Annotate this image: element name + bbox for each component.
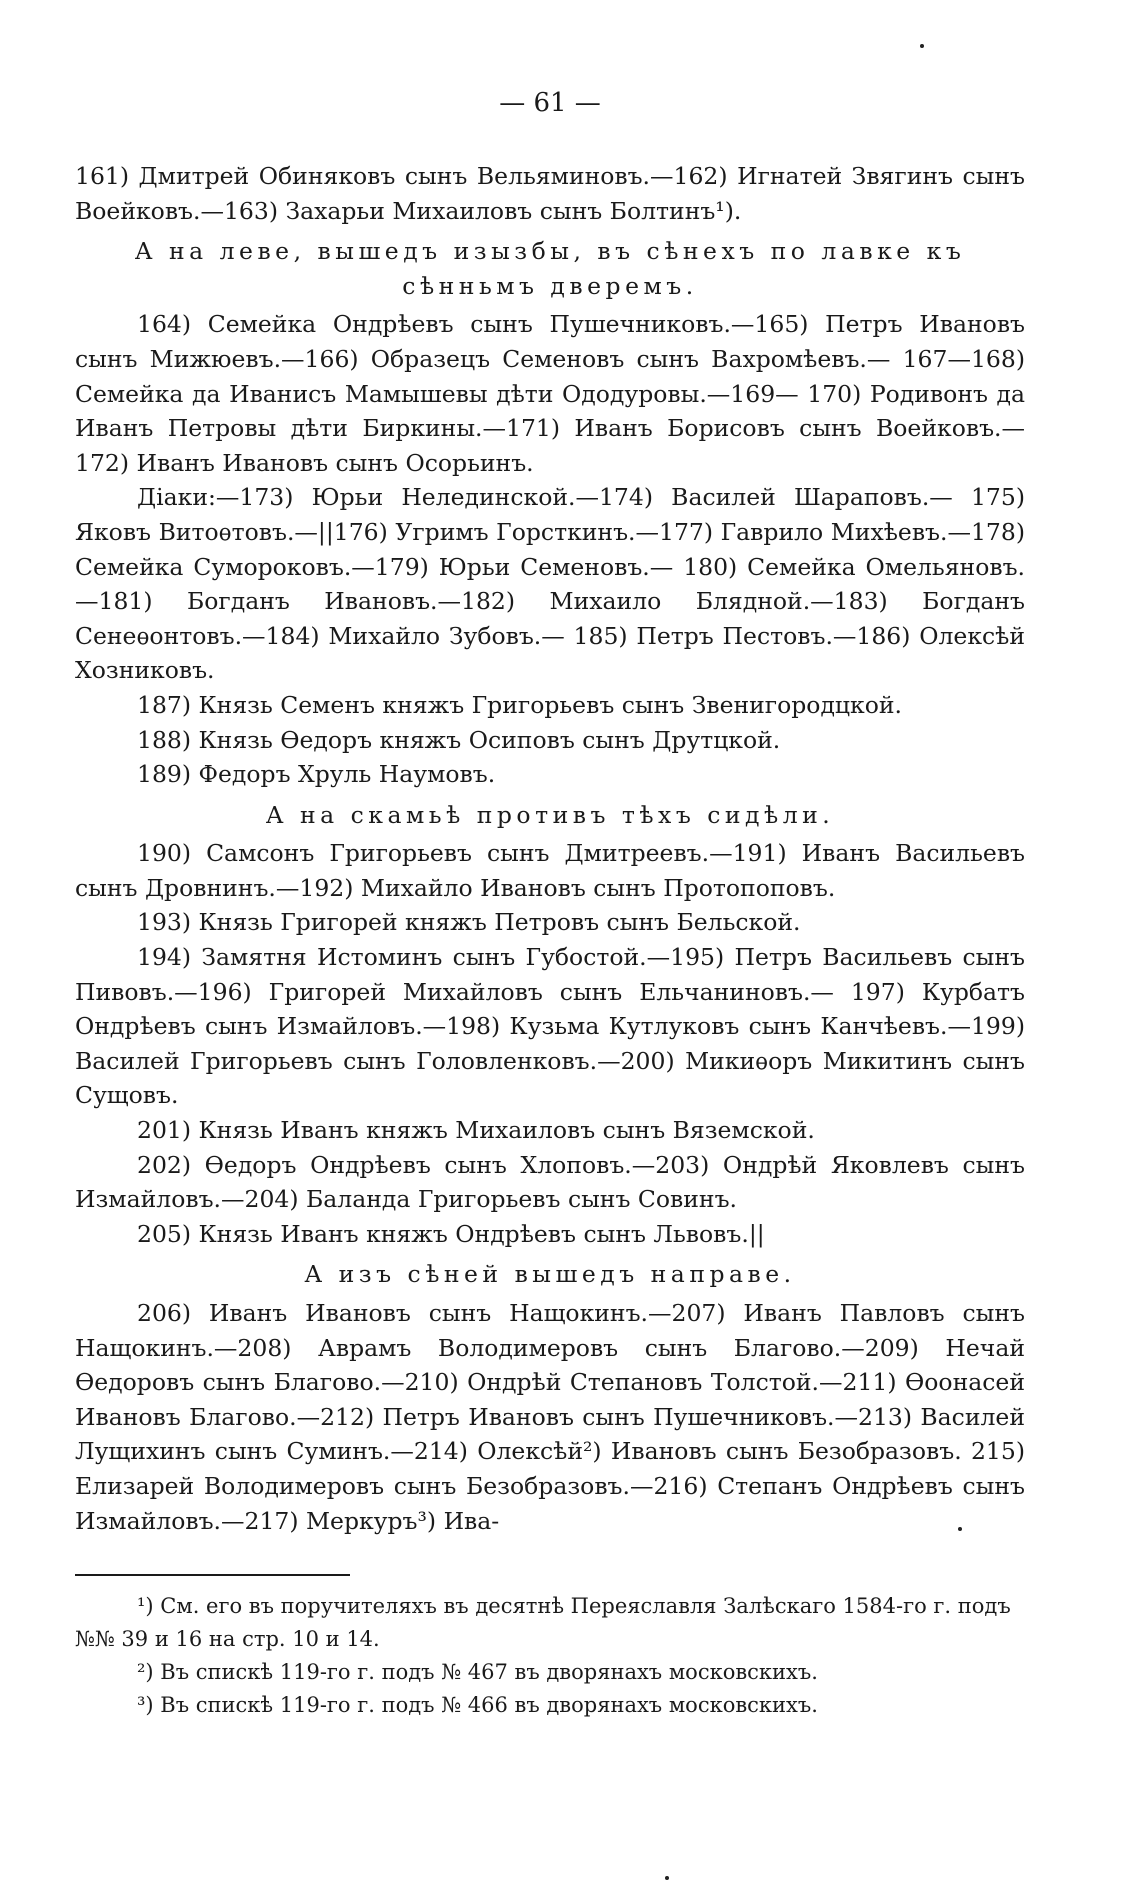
scan-speck	[665, 1876, 669, 1880]
section-heading: А изъ сѣней вышедъ направе.	[304, 1260, 796, 1289]
section-2	[75, 234, 1025, 792]
paragraph: 190) Самсонъ Григорьевъ сынъ Дмитреевъ.—191) Иванъ Васильевъ сынъ Дровнинъ.—192) Михайло Ивановъ сынъ Протопоповъ.	[75, 839, 1025, 902]
scan-speck	[958, 1527, 962, 1531]
paragraph: 201) Князь Иванъ княжъ Михаиловъ сынъ Вяземской.	[137, 1116, 815, 1145]
page-number: — 61 —	[499, 88, 601, 118]
paragraph: 189) Федоръ Хруль Наумовъ.	[137, 760, 496, 789]
paragraph: 205) Князь Иванъ княжъ Ондрѣевъ сынъ Львовъ.||	[137, 1219, 765, 1248]
section-heading: А на скамьѣ противъ тѣхъ сидѣли.	[265, 800, 835, 829]
paragraph: Дiаки:—173) Юрьи Нелединской.—174) Василей Шараповъ.— 175) Яковъ Витоѳтовъ.—||176) Угримъ Горсткинъ.—177) Гаврило Михѣевъ.—178) Семейка Сумороковъ.—179) Юрьи Семеновъ.— 180) Семейка Омельяновъ.—181) Богданъ Ивановъ.—182) Михаило Блядной.—183) Богданъ Сенеѳонтовъ.—184) Михайло Зубовъ.— 185) Петръ Пестовъ.—186) Олексѣй Хозниковъ.	[75, 483, 1025, 685]
footnote: ²) Въ спискѣ 119-го г. подъ № 467 въ дворянахъ московскихъ.	[137, 1660, 818, 1685]
paragraph: 193) Князь Григорей княжъ Петровъ сынъ Бельской.	[137, 908, 801, 937]
paragraph: 194) Замятня Истоминъ сынъ Губостой.—195) Петръ Васильевъ сынъ Пивовъ.—196) Григорей Михайловъ сынъ Ельчаниновъ.— 197) Курбатъ Ондрѣевъ сынъ Измайловъ.—198) Кузьма Кутлуковъ сынъ Канчѣевъ.—199) Василей Григорьевъ сынъ Головленковъ.—200) Микиѳоръ Микитинъ сынъ Сущовъ.	[75, 943, 1025, 1110]
footnote: ¹) См. его въ поручителяхъ въ десятнѣ Переяславля Залѣскаго 1584-го г. подъ №№ 39 и 16 на стр. 10 и 14.	[75, 1594, 1011, 1652]
paragraph: 161) Дмитрей Обиняковъ сынъ Вельяминовъ.—162) Игнатей Звягинъ сынъ Воейковъ.—163) Захарьи Михаиловъ сынъ Болтинъ¹).	[75, 162, 1025, 225]
section-3	[75, 798, 1025, 1252]
paragraph: 187) Князь Семенъ княжъ Григорьевъ сынъ Звенигородцкой.	[137, 690, 903, 719]
page	[75, 85, 1025, 1722]
footnote-divider	[75, 1574, 350, 1576]
scan-speck	[920, 44, 924, 48]
section-1	[75, 159, 1025, 228]
footnote: ³) Въ спискѣ 119-го г. подъ № 466 въ дворянахъ московскихъ.	[137, 1693, 818, 1718]
footnotes	[75, 1590, 1025, 1722]
paragraph: 164) Семейка Ондрѣевъ сынъ Пушечниковъ.—165) Петръ Ивановъ сынъ Мижюевъ.—166) Образецъ Семеновъ сынъ Вахромѣевъ.— 167—168) Семейка да Иванисъ Мамышевы дѣти Ододуровы.—169— 170) Родивонъ да Иванъ Петровы дѣти Биркины.—171) Иванъ Борисовъ сынъ Воейковъ.—172) Иванъ Ивановъ сынъ Осорьинъ.	[75, 310, 1025, 477]
paragraph: 188) Князь Ѳедоръ княжъ Осиповъ сынъ Друтцкой.	[137, 725, 781, 754]
paragraph: 206) Иванъ Ивановъ сынъ Нащокинъ.—207) Иванъ Павловъ сынъ Нащокинъ.—208) Аврамъ Володимеровъ сынъ Благово.—209) Нечай Ѳедоровъ сынъ Благово.—210) Ондрѣй Степановъ Толстой.—211) Ѳоонасей Ивановъ Благово.—212) Петръ Ивановъ сынъ Пушечниковъ.—213) Василей Лущихинъ сынъ Суминъ.—214) Олексѣй²) Ивановъ сынъ Безобразовъ. 215) Елизарей Володимеровъ сынъ Безобразовъ.—216) Степанъ Ондрѣевъ сынъ Измайловъ.—217) Меркуръ³) Ива-	[75, 1299, 1025, 1535]
section-heading: А на леве, вышедъ изызбы, въ сѣнехъ по лавке къ сѣнньмъ дверемъ.	[134, 237, 966, 300]
paragraph: 202) Ѳедоръ Ондрѣевъ сынъ Хлоповъ.—203) Ондрѣй Яковлевъ сынъ Измайловъ.—204) Баланда Григорьевъ сынъ Совинъ.	[75, 1150, 1025, 1214]
section-4	[75, 1257, 1025, 1538]
